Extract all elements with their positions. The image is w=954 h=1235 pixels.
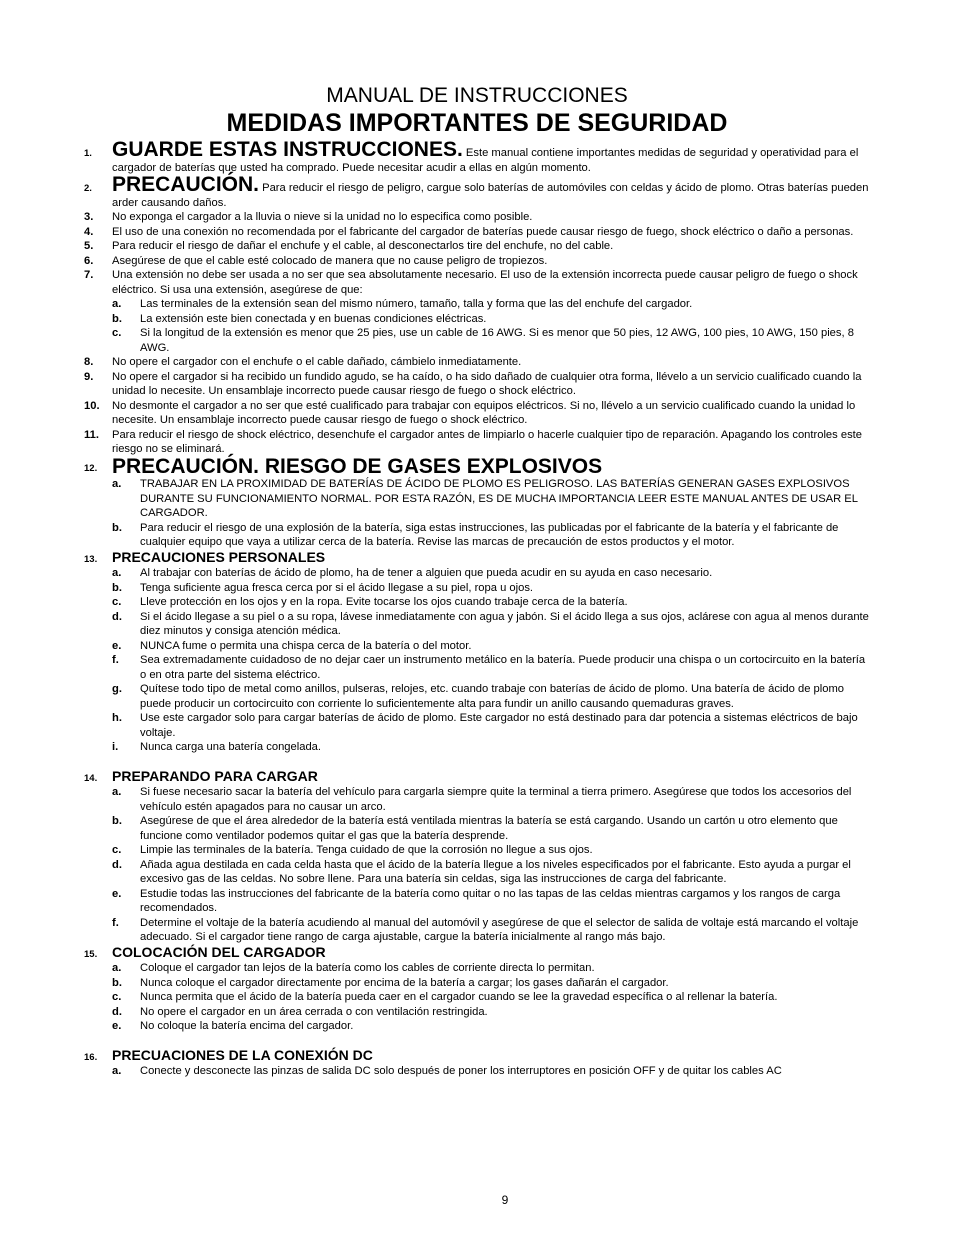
sub-item-text: Lleve protección en los ojos y en la ropa. Evite tocarse los ojos cuando trabaje cerca de la batería.	[140, 596, 628, 608]
sub-item-text: Sea extremadamente cuidadoso de no dejar caer un instrumento metálico en la batería. Puede producir una chispa o un cortocircuito en la batería o en otra parte del sistema eléctrico.	[140, 654, 866, 681]
sub-item	[0, 326, 954, 355]
sub-item-text: Conecte y desconecte las pinzas de salida DC solo después de poner los interruptores en posición OFF y de quitar los cables AC	[140, 1065, 782, 1077]
sub-item-text: Al trabajar con baterías de ácido de plomo, ha de tener a alguien que pueda acudir en su ayuda en caso necesario.	[140, 567, 713, 579]
sub-item	[0, 990, 954, 1005]
sub-item-text: Use este cargador solo para cargar baterías de ácido de plomo. Este cargador no está destinado para dar potencia a sistemas eléctricos de bajo voltaje.	[140, 712, 858, 739]
sub-item	[0, 521, 954, 550]
item-text: No opere el cargador si ha recibido un fundido agudo, se ha caído, o ha sido dañado de cualquier otra forma, llévelo a un servicio cualificado cuando la unidad lo necesite. Un ensamblaje incorrecto puede causar riesgo de fuego o shock eléctrico.	[112, 370, 862, 397]
sub-item-text: Quítese todo tipo de metal como anillos, pulseras, relojes, etc. cuando trabaje con baterías de ácido de plomo. Una batería de ácido de plomo puede producir un cortocircuito con corriente lo suficientemente alta para fundir un anillo causando quemaduras graves.	[140, 683, 844, 710]
item-number: 12.	[84, 462, 98, 474]
sub-item-letter: a.	[112, 962, 122, 974]
sub-item	[0, 887, 954, 916]
item-number: 3.	[84, 211, 94, 223]
sub-item-letter: b.	[112, 312, 122, 325]
sub-item	[0, 653, 954, 682]
sub-item-letter: h.	[112, 712, 122, 724]
sub-item-letter: e.	[112, 639, 122, 652]
item-text: No opere el cargador con el enchufe o el cable dañado, cámbielo inmediatamente.	[112, 356, 522, 368]
sub-item-letter: d.	[112, 1005, 122, 1018]
sub-item	[0, 682, 954, 711]
list-item	[0, 225, 954, 240]
sub-item-letter: a.	[112, 567, 122, 579]
sub-item-letter: b.	[112, 976, 122, 989]
sub-item-text: Limpie las terminales de la batería. Tenga cuidado de que la corrosión no llegue a sus ojos.	[140, 844, 593, 856]
list-item	[0, 239, 954, 254]
item-number: 16.	[84, 1051, 98, 1063]
sub-item	[0, 814, 954, 843]
sub-item-letter: c.	[112, 991, 122, 1003]
list-item	[0, 254, 954, 269]
sub-item	[0, 610, 954, 639]
item-number: 11.	[84, 428, 99, 441]
list-item	[0, 1048, 954, 1065]
sub-item-letter: f.	[112, 654, 119, 666]
sub-item-text: Determine el voltaje de la batería acudiendo al manual del automóvil y asegúrese de que el selector de salida de voltaje está marcando el voltaje adecuado. Si el cargador tiene rango de carga ajustable, cargue la batería inicialmente al rango más bajo.	[140, 916, 859, 943]
list-item	[0, 454, 954, 478]
sub-item-letter: e.	[112, 1020, 122, 1032]
item-number: 8.	[84, 356, 94, 368]
item-number: 4.	[84, 225, 94, 238]
item-text: Este manual contiene importantes medidas de seguridad y operatividad para el cargador de baterías que usted ha comprado. Puede necesitar acudir a ellas en algún momento.	[112, 147, 859, 174]
manual-subtitle: MANUAL DE INSTRUCCIONES	[326, 84, 628, 107]
section-heading: PRECAUCIONES PERSONALES	[112, 548, 326, 565]
list-item	[0, 769, 954, 786]
list-item	[0, 370, 954, 399]
sub-item-letter: b.	[112, 521, 122, 534]
item-text: No desmonte el cargador a no ser que esté cualificado para trabajar con equipos eléctricos. Si no, llévelo a un servicio cualificado cuando la unidad lo necesite. Un ensamblaje incorrecto puede causar riesgo de fuego o shock eléctrico.	[112, 399, 856, 426]
sub-item-text: Tenga suficiente agua fresca cerca por si el ácido llegase a su piel, ropa u ojos.	[140, 581, 534, 594]
sub-item-letter: g.	[112, 683, 122, 695]
sub-item-letter: c.	[112, 327, 122, 339]
sub-item	[0, 581, 954, 596]
sub-item	[0, 785, 954, 814]
sub-item	[0, 1005, 954, 1020]
item-number: 1.	[84, 148, 92, 159]
section-heading: PREPARANDO PARA CARGAR	[112, 767, 318, 784]
sub-item-letter: b.	[112, 581, 122, 594]
sub-item	[0, 1019, 954, 1034]
list-item	[0, 355, 954, 370]
sub-item-text: TRABAJAR EN LA PROXIMIDAD DE BATERÍAS DE ÁCIDO DE PLOMO ES PELIGROSO. LAS BATERÍAS GENERAN GASES EXPLOSIVOS DURANTE SU FUNCIONAMIENTO NORMAL. POR ESTA RAZÓN, ES DE MUCHA IMPORTANCIA LEER ESTE MANUAL ANTES DE USAR EL CARGADOR.	[140, 478, 858, 519]
sub-item-text: Si el ácido llegase a su piel o a su ropa, lávese inmediatamente con agua y jabón. Si el ácido llega a sus ojos, aclárese con agua al menos durante diez minutos y consiga atención médica.	[140, 610, 869, 637]
list-item	[0, 210, 954, 225]
item-number: 5.	[84, 240, 94, 252]
sub-item-letter: c.	[112, 596, 122, 608]
sub-item	[0, 566, 954, 581]
sub-item	[0, 740, 954, 755]
sub-item-letter: d.	[112, 610, 122, 623]
sub-item	[0, 312, 954, 327]
sub-item-letter: a.	[112, 1065, 122, 1077]
sub-item-text: Nunca carga una batería congelada.	[140, 741, 321, 753]
sub-item-text: Añada agua destilada en cada celda hasta que el ácido de la batería llegue a los niveles especificados por el fabricante. Esto ayuda a purgar el excesivo gas de las celdas. No sobre llene. Para una batería sin celdas, siga las instrucciones de carga del fabricante.	[140, 858, 851, 885]
sub-item-text: Nunca permita que el ácido de la batería pueda caer en el cargador cuando se lee la gravedad específica o al rellenar la batería.	[140, 991, 778, 1003]
sub-item-text: Para reducir el riesgo de una explosión de la batería, siga estas instrucciones, las publicadas por el fabricante de la batería y el fabricante de cualquier equipo que vaya a utilizar cerca de la batería. Revise las marcas de precaución de estos productos y el motor.	[140, 521, 839, 548]
sub-item-letter: d.	[112, 858, 122, 871]
list-item	[0, 945, 954, 962]
sub-item-text: Asegúrese de que el área alrededor de la batería está ventilada mientras la batería se está cargando. Usando un cartón u otro elemento que funcione como ventilador podemos quitar el gas que la batería desprende.	[140, 815, 838, 842]
item-number: 2.	[84, 183, 92, 194]
sub-item-letter: c.	[112, 844, 122, 856]
item-number: 10.	[84, 399, 100, 412]
sub-item-text: Si fuese necesario sacar la batería del vehículo para cargarla siempre quite la terminal a tierra primero. Asegúrese que todos los accesorios del vehículo estén apagados para no causar un arco.	[140, 786, 852, 813]
sub-item	[0, 858, 954, 887]
sub-item-letter: a.	[112, 298, 122, 310]
list-item	[0, 175, 954, 210]
item-text: Una extensión no debe ser usada a no ser que sea absolutamente necesario. El uso de la extensión incorrecta puede causar peligro de fuego o shock eléctrico. Si usa una extensión, asegúrese de que:	[112, 269, 858, 296]
item-text: El uso de una conexión no recomendada por el fabricante del cargador de baterías puede causar riesgo de fuego, shock eléctrico o daño a personas.	[112, 225, 854, 238]
section-heading: COLOCACIÓN DEL CARGADOR	[112, 943, 326, 960]
item-text: Para reducir el riesgo de peligro, cargue solo baterías de automóviles con celdas y ácido de plomo. Otras baterías pueden arder causando daños.	[112, 182, 869, 209]
sub-item-text: Coloque el cargador tan lejos de la batería como los cables de corriente directa lo permitan.	[140, 962, 595, 974]
sub-item	[0, 477, 954, 521]
page-number: 9	[501, 1193, 509, 1207]
sub-item-letter: a.	[112, 786, 122, 798]
section-spacer	[0, 755, 954, 769]
sub-item-text: Las terminales de la extensión sean del mismo número, tamaño, talla y forma que las del enchufe del cargador.	[140, 298, 693, 310]
list-item	[0, 140, 954, 175]
sub-item-letter: f.	[112, 916, 119, 929]
sub-item	[0, 976, 954, 991]
item-number: 9.	[84, 370, 94, 383]
sub-item	[0, 961, 954, 976]
sub-item	[0, 843, 954, 858]
section-spacer	[0, 1034, 954, 1048]
item-number: 6.	[84, 254, 94, 267]
sub-item-text: NUNCA fume o permita una chispa cerca de la batería o del motor.	[140, 639, 472, 652]
sub-item-letter: b.	[112, 815, 122, 827]
item-text: No exponga el cargador a la lluvia o nieve si la unidad no lo especifica como posible.	[112, 211, 533, 223]
sub-item	[0, 916, 954, 945]
item-text: Asegúrese de que el cable esté colocado de manera que no cause peligro de tropiezos.	[112, 254, 548, 267]
item-number: 14.	[84, 772, 98, 784]
sub-item-text: No opere el cargador en un área cerrada o con ventilación restringida.	[140, 1005, 488, 1018]
item-number: 7.	[84, 269, 94, 281]
sub-item-letter: i.	[112, 741, 119, 753]
sub-item-text: No coloque la batería encima del cargador.	[140, 1020, 354, 1032]
item-heading: GUARDE ESTAS INSTRUCCIONES.	[112, 138, 463, 161]
safety-instructions-list	[0, 140, 954, 1079]
sub-item-letter: e.	[112, 887, 122, 900]
page-title: MEDIDAS IMPORTANTES DE SEGURIDAD	[226, 109, 728, 137]
sub-item-text: Si la longitud de la extensión es menor que 25 pies, use un cable de 16 AWG. Si es menor que 50 pies, 12 AWG, 100 pies, 10 AWG, 150 pies, 8 AWG.	[140, 327, 854, 354]
sub-item-text: La extensión este bien conectada y en buenas condiciones eléctricas.	[140, 312, 487, 325]
sub-item	[0, 595, 954, 610]
sub-item	[0, 297, 954, 312]
section-heading: PRECUACIONES DE LA CONEXIÓN DC	[112, 1046, 373, 1063]
item-number: 15.	[84, 948, 98, 960]
item-number: 13.	[84, 553, 98, 565]
item-heading: PRECAUCIÓN.	[112, 173, 260, 196]
sub-item	[0, 1064, 954, 1079]
item-text: Para reducir el riesgo de shock eléctrico, desenchufe el cargador antes de limpiarlo o hacerle cualquier tipo de reparación. Apagando los controles este riesgo no se eliminará.	[112, 428, 863, 455]
sub-item-letter: a.	[112, 478, 122, 490]
list-item	[0, 399, 954, 428]
sub-item-text: Nunca coloque el cargador directamente por encima de la batería a cargar; los gases dañarán el cargador.	[140, 976, 669, 989]
section-heading: PRECAUCIÓN. RIESGO DE GASES EXPLOSIVOS	[112, 454, 603, 478]
item-text: Para reducir el riesgo de dañar el enchufe y el cable, al desconectarlos tire del enchufe, no del cable.	[112, 240, 614, 252]
sub-item	[0, 711, 954, 740]
list-item	[0, 268, 954, 297]
sub-item-text: Estudie todas las instrucciones del fabricante de la batería como quitar o no las tapas de las celdas mientras cargamos y los rangos de carga recomendados.	[140, 887, 841, 914]
list-item	[0, 550, 954, 567]
sub-item	[0, 639, 954, 654]
list-item	[0, 428, 954, 457]
